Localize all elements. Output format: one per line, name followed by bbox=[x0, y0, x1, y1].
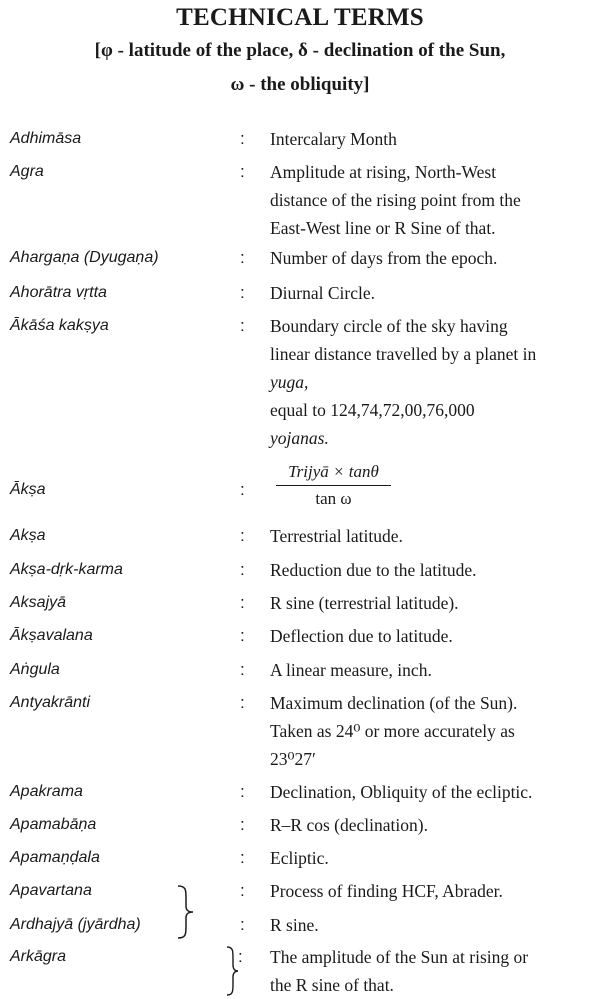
definition bbox=[270, 279, 598, 307]
definition bbox=[270, 589, 598, 617]
term: Aṅgula bbox=[10, 661, 60, 678]
definition bbox=[270, 556, 598, 584]
definition-line: Reduction due to the latitude. bbox=[270, 560, 477, 580]
separator: : bbox=[238, 947, 243, 966]
definition-line: Process of finding HCF, Abrader. bbox=[270, 881, 503, 901]
definition bbox=[270, 689, 598, 773]
separator: : bbox=[240, 626, 245, 645]
definition-line: Taken as 24⁰ or more accurately as bbox=[270, 721, 515, 741]
separator: : bbox=[240, 815, 245, 834]
legend-line-2: ω - the obliquity] bbox=[230, 74, 370, 95]
definition-line: Ecliptic. bbox=[270, 848, 329, 868]
definition-line: R–R cos (declination). bbox=[270, 815, 428, 835]
definition-line: Declination, Obliquity of the ecliptic. bbox=[270, 782, 533, 802]
separator: : bbox=[240, 283, 245, 302]
definition bbox=[270, 844, 598, 872]
page-title: TECHNICAL TERMS bbox=[176, 4, 424, 31]
separator: : bbox=[240, 915, 245, 934]
definition-line: Intercalary Month bbox=[270, 129, 397, 149]
formula-numerator: Trijyā × tanθ bbox=[276, 462, 391, 486]
definition bbox=[270, 312, 598, 452]
separator: : bbox=[240, 560, 245, 579]
term: Akṣa bbox=[10, 527, 46, 544]
separator: : bbox=[240, 660, 245, 679]
term: Aksajyā bbox=[10, 594, 67, 611]
separator: : bbox=[240, 162, 245, 181]
legend-line-1: [φ - latitude of the place, δ - declination of the Sun, bbox=[94, 40, 506, 61]
definition-line: Terrestrial latitude. bbox=[270, 526, 403, 546]
definition-line: East-West line or R Sine of that. bbox=[270, 218, 496, 238]
definition-line: The amplitude of the Sun at rising or bbox=[270, 947, 529, 967]
term: Ardhajyā (jyārdha) bbox=[10, 916, 141, 933]
definition bbox=[270, 911, 598, 939]
term: Apamaṇḍala bbox=[10, 849, 100, 866]
definition-line: A linear measure, inch. bbox=[270, 660, 432, 680]
definition-line: R sine. bbox=[270, 915, 319, 935]
term: Apavartana bbox=[10, 882, 92, 899]
definition bbox=[270, 244, 598, 272]
separator: : bbox=[240, 526, 245, 545]
definition-line: Amplitude at rising, North-West bbox=[270, 162, 497, 182]
separator: : bbox=[240, 316, 245, 335]
term: Ahorātra vṛtta bbox=[10, 284, 107, 301]
term: Ahargaṇa (Dyugaṇa) bbox=[10, 249, 159, 266]
definition-line: Boundary circle of the sky having bbox=[270, 316, 508, 336]
definition-line: yuga, bbox=[270, 372, 309, 392]
separator: : bbox=[240, 129, 245, 148]
brace-icon bbox=[174, 884, 196, 940]
brace-icon bbox=[224, 945, 240, 997]
formula bbox=[276, 462, 391, 509]
term: Apamabāṇa bbox=[10, 816, 97, 833]
definition bbox=[270, 811, 598, 839]
separator: : bbox=[240, 848, 245, 867]
term: Ākṣa bbox=[10, 481, 46, 498]
definition bbox=[270, 943, 598, 999]
definition bbox=[270, 158, 598, 242]
definition-line: equal to 124,74,72,00,76,000 bbox=[270, 400, 475, 420]
definition-line: yojanas. bbox=[270, 428, 329, 448]
term: Antyakrānti bbox=[10, 694, 91, 711]
definition bbox=[270, 125, 598, 153]
term: Adhimāsa bbox=[10, 130, 82, 147]
separator: : bbox=[240, 881, 245, 900]
definition-line: linear distance travelled by a planet in bbox=[270, 344, 537, 364]
separator: : bbox=[240, 693, 245, 712]
definition bbox=[270, 656, 598, 684]
separator: : bbox=[240, 593, 245, 612]
definition bbox=[270, 622, 598, 650]
term: Arkāgra bbox=[10, 948, 67, 965]
definition-line: Diurnal Circle. bbox=[270, 283, 375, 303]
term: Ākāśa kakṣya bbox=[10, 317, 109, 334]
term: Ākṣavalana bbox=[10, 627, 93, 644]
separator: : bbox=[240, 480, 245, 499]
definition-line: Deflection due to latitude. bbox=[270, 626, 453, 646]
definition-line: R sine (terrestrial latitude). bbox=[270, 593, 459, 613]
term: Apakrama bbox=[10, 783, 83, 800]
separator: : bbox=[240, 248, 245, 267]
separator: : bbox=[240, 782, 245, 801]
definition-line: 23⁰27′ bbox=[270, 749, 316, 769]
term: Akṣa-dṛk-karma bbox=[10, 561, 123, 578]
definition-line: Maximum declination (of the Sun). bbox=[270, 693, 518, 713]
definition-line: the R sine of that. bbox=[270, 975, 394, 995]
formula-denominator: tan ω bbox=[315, 489, 352, 508]
definition bbox=[270, 522, 598, 550]
term: Agra bbox=[10, 163, 44, 180]
definition-line: distance of the rising point from the bbox=[270, 190, 521, 210]
definition-line: Number of days from the epoch. bbox=[270, 248, 498, 268]
definition bbox=[270, 778, 598, 806]
definition bbox=[270, 877, 598, 905]
